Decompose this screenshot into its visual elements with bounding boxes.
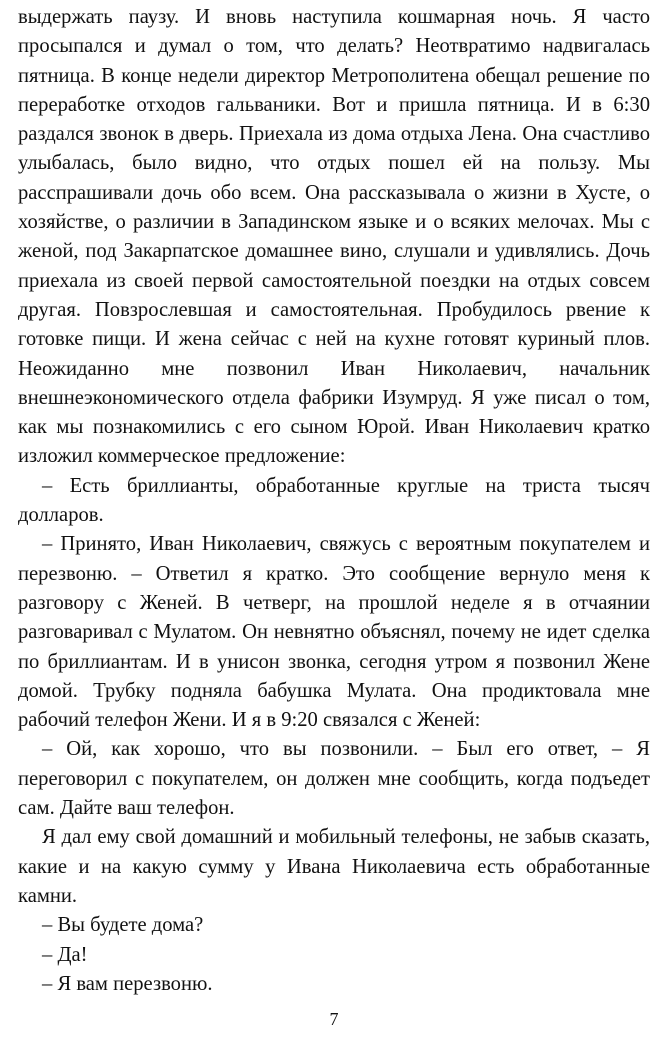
book-page (18, 0, 650, 1044)
paragraph: – Есть бриллианты, обработанные круглые на триста тысяч долларов. (18, 474, 650, 527)
paragraph: – Вы будете дома? (42, 914, 204, 937)
paragraph: Я дал ему свой домашний и мобильный телефоны, не забыв сказать, какие и на какую сумму у Ивана Николаевича есть обработанные камни. (18, 826, 650, 907)
paragraph: – Да! (42, 943, 88, 966)
paragraph: выдержать паузу. И вновь наступила кошмарная ночь. Я часто просыпался и думал о том, что делать? Неотвратимо надвигалась пятница. В конце недели директор Метрополитена обещал решение по переработке отходов гальваники. Вот и пришла пятница. И в 6:30 раздался звонок в дверь. Приехала из дома отдыха Лена. Она счастливо улыбалась, было видно, что отдых пошел ей на пользу. Мы расспрашивали дочь обо всем. Она рассказывала о жизни в Хусте, о хозяйстве, о различии в Западинском языке и о всяких мелочах. Мы с женой, под Закарпатское домашнее вино, слушали и удивлялись. Дочь приехала из своей первой самостоятельной поездки на отдых совсем другая. Повзрослевшая и самостоятельная. Пробудилось рвение к готовке пищи. И жена сейчас с ней на кухне готовят куриный плов. Неожиданно мне позвонил Иван Николаевич, начальник внешнеэкономического отдела фабрики Изумруд. Я уже писал о том, как мы познакомились с его сыном Юрой. Иван Николаевич кратко изложил коммерческое предложение: (18, 6, 650, 468)
paragraph: – Принято, Иван Николаевич, свяжусь с вероятным покупателем и перезвоню. – Ответил я кратко. Это сообщение вернуло меня к разговору с Женей. В четверг, на прошлой неделе я в отчаянии разговаривал с Мулатом. Он невнятно объяснял, почему не идет сделка по бриллиантам. И в унисон звонка, сегодня утром я позвонил Жене домой. Трубку подняла бабушка Мулата. Она продиктовала мне рабочий телефон Жени. И я в 9:20 связался с Женей: (18, 533, 650, 732)
paragraph: – Я вам перезвоню. (42, 972, 213, 995)
body-text (18, 3, 650, 999)
page-number: 7 (329, 1009, 339, 1029)
paragraph: – Ой, как хорошо, что вы позвонили. – Был его ответ, – Я переговорил с покупателем, он должен мне сообщить, когда подъедет сам. Дайте ваш телефон. (18, 738, 650, 820)
